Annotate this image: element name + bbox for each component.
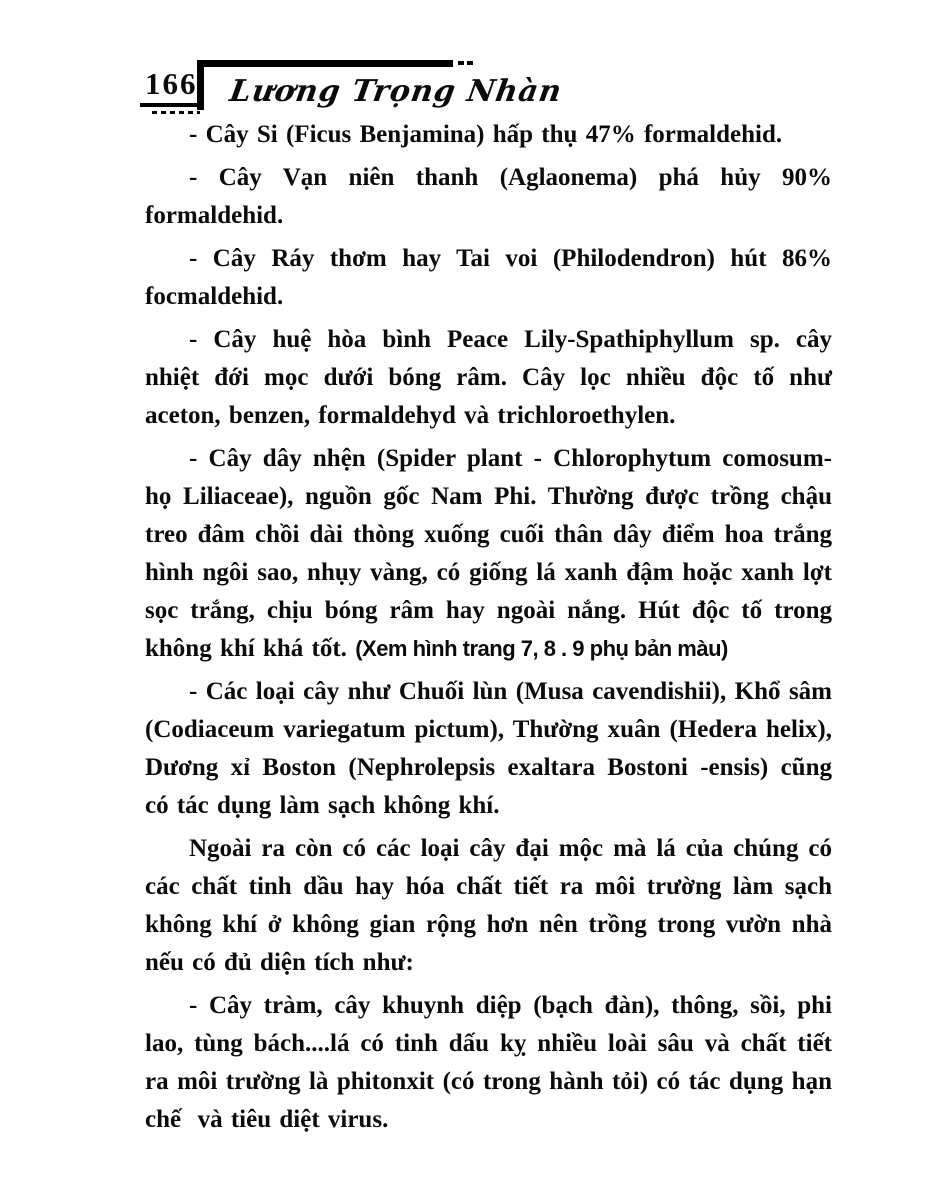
- paragraph-cay-si: - Cây Si (Ficus Benjamina) hấp thụ 47% formaldehid.: [189, 121, 783, 148]
- paragraph-ray-thom: - Cây Ráy thơm hay Tai voi (Philodendron) hút 86% focmaldehid.: [145, 245, 832, 310]
- paragraph-ngoai-ra: Ngoài ra còn có các loại cây đại mộc mà lá của chúng có các chất tinh dầu hay hóa chất tiết ra môi trường làm sạch không khí ở không gian rộng hơn nên trồng trong vườn nhà nếu có đủ diện tích như:: [145, 835, 832, 976]
- paragraph-text: - Cây dây nhện (Spider plant - Chlorophytum comosum- họ Liliaceae), nguồn gốc Nam Phi. Thường được trồng chậu treo đâm chồi dài thòng xuống cuối thân dây điểm hoa trắng hình ngôi sao, nhụy vàng, có giống lá xanh đậm hoặc xanh lợt sọc trắng, chịu bóng râm hay ngoài nắng. Hút độc tố trong không khí khá tốt.: [145, 445, 832, 662]
- page-number-dashes: [152, 111, 200, 114]
- page-number: 166: [145, 66, 198, 101]
- page-number-underline: [140, 103, 204, 107]
- running-title-author: Lương Trọng Nhàn: [227, 74, 565, 109]
- header-rule-end-ticks: [458, 61, 474, 65]
- paragraph-van-nien-thanh: - Cây Vạn niên thanh (Aglaonema) phá hủy 90% formaldehid.: [145, 164, 832, 229]
- page-body: [145, 116, 832, 1144]
- header-rule-vertical: [197, 60, 204, 110]
- header-rule-horizontal: [197, 60, 453, 67]
- paragraph-cac-loai-cay: - Các loại cây như Chuối lùn (Musa cavendishii), Khổ sâm (Codiaceum variegatum pictum), Thường xuân (Hedera helix), Dương xỉ Boston (Nephrolepsis exaltara Bostoni -ensis) cũng có tác dụng làm sạch không khí.: [145, 678, 832, 819]
- paragraph-hue-hoa-binh: - Cây huệ hòa bình Peace Lily-Spathiphyllum sp. cây nhiệt đới mọc dưới bóng râm. Cây lọc nhiều độc tố như aceton, benzen, formaldehyd và trichloroethylen.: [145, 326, 832, 429]
- paragraph-cay-day-nhen: [145, 440, 832, 668]
- figure-reference-note: (Xem hình trang 7, 8 . 9 phụ bản màu): [355, 636, 728, 661]
- paragraph-cay-tram: - Cây tràm, cây khuynh diệp (bạch đàn), thông, sồi, phi lao, tùng bách....lá có tinh dấu kỵ nhiều loài sâu và chất tiết ra môi trường là phitonxit (có trong hành tỏi) có tác dụng hạn chế và tiêu diệt virus.: [145, 992, 832, 1133]
